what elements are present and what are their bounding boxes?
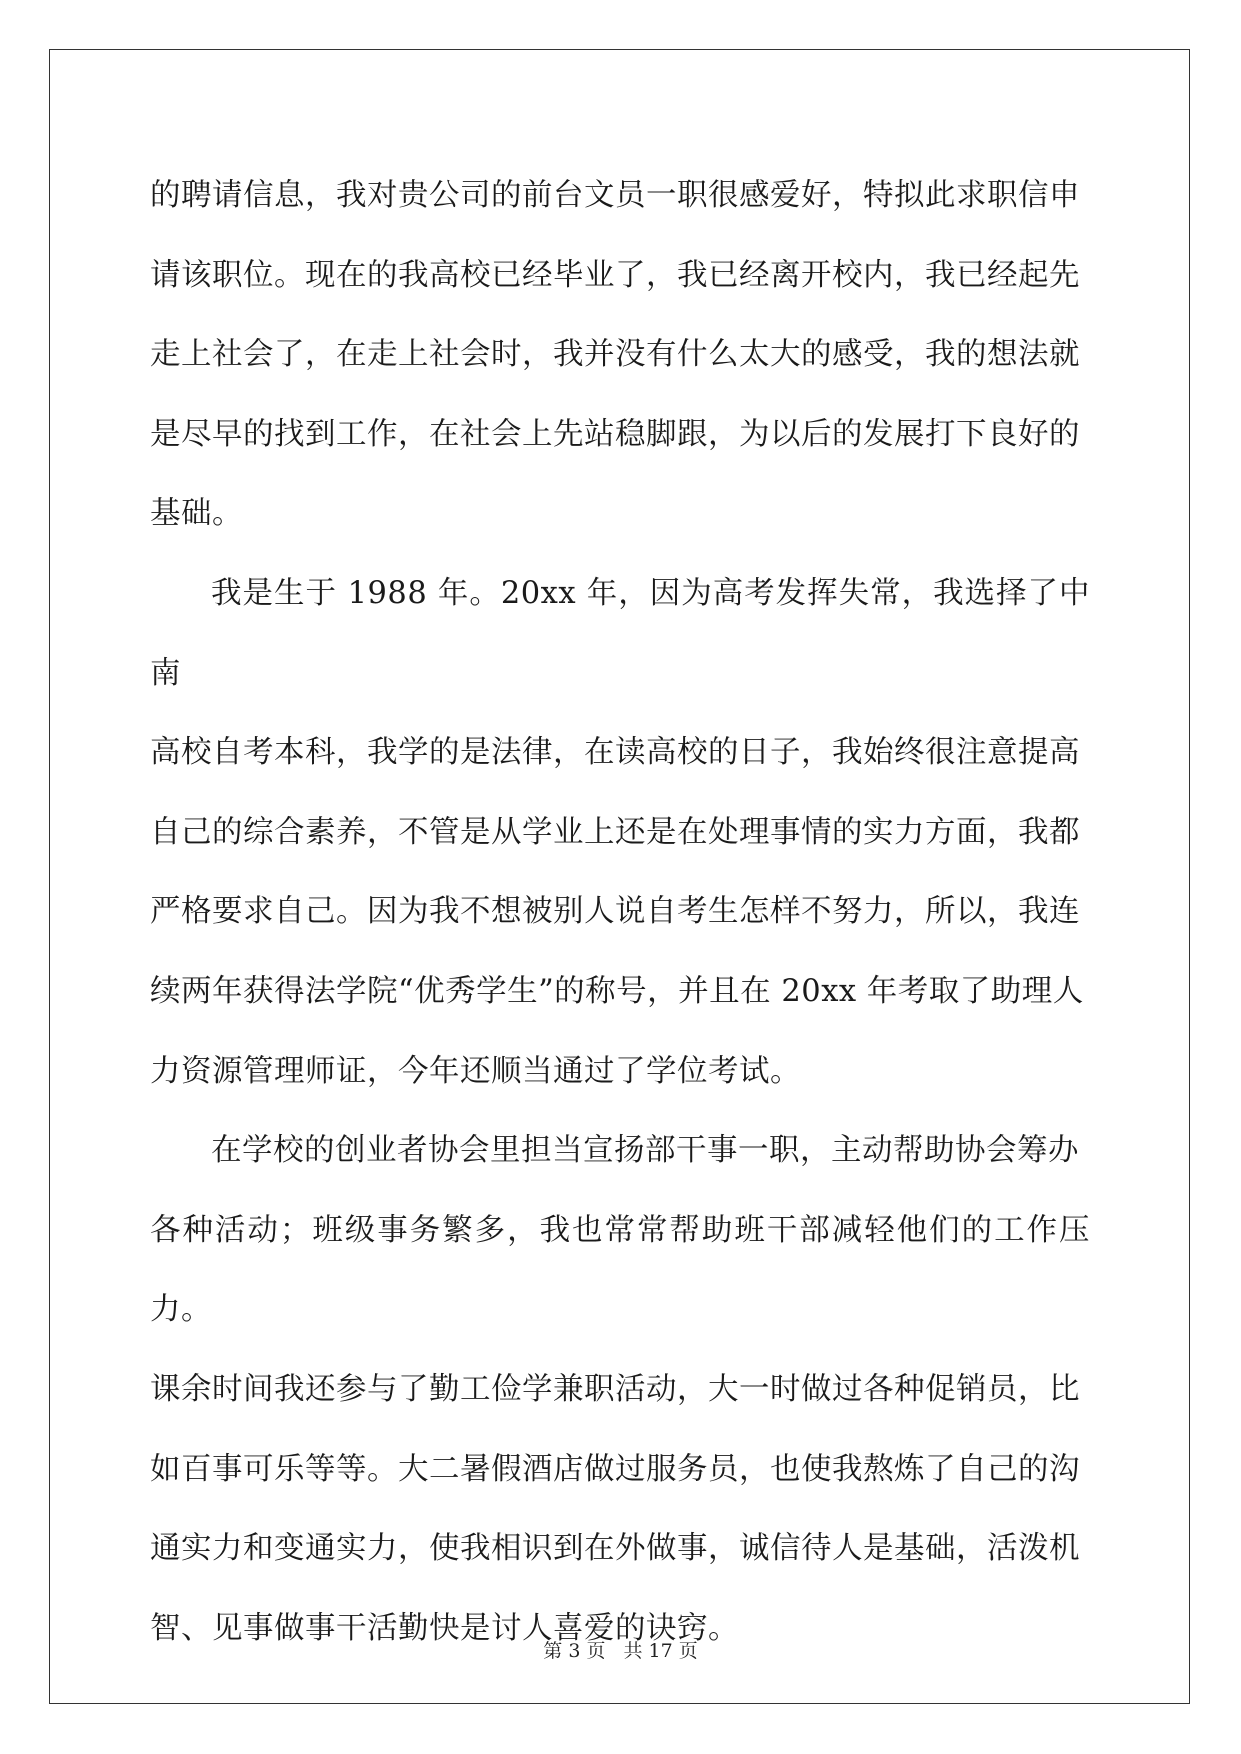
- text-line: 走上社会了，在走上社会时，我并没有什么太大的感受，我的想法就: [150, 337, 1080, 373]
- text-line: 续两年获得法学院“优秀学生”的称号，并且在 20xx 年考取了助理人: [150, 973, 1084, 1009]
- text-line: 是尽早的找到工作，在社会上先站稳脚跟，为以后的发展打下良好的: [150, 416, 1080, 452]
- page-footer: [0, 1636, 1241, 1663]
- text-line: 的聘请信息，我对贵公司的前台文员一职很感爱好，特拟此求职信申: [150, 178, 1080, 213]
- text-line: 高校自考本科，我学的是法律，在读高校的日子，我始终很注意提高: [150, 735, 1080, 771]
- paragraph-1: [150, 156, 1090, 554]
- text-line: 课余时间我还参与了勤工俭学兼职活动，大一时做过各种促销员，比: [150, 1371, 1080, 1407]
- text-line: 请该职位。现在的我高校已经毕业了，我已经离开校内，我已经起先: [150, 257, 1080, 293]
- text-line: 通实力和变通实力，使我相识到在外做事，诚信待人是基础，活泼机: [150, 1531, 1080, 1567]
- text-line: 智、见事做事干活勤快是讨人喜爱的诀窍。: [150, 1610, 739, 1646]
- text-line: 力资源管理师证，今年还顺当通过了学位考试。: [150, 1053, 801, 1089]
- paragraph-3: [150, 1111, 1090, 1668]
- text-line: 我是生于 1988 年。20xx 年，因为高考发挥失常，我选择了中南: [150, 575, 1090, 691]
- text-line: 在学校的创业者协会里担当宣扬部干事一职，主动帮助协会筹办: [211, 1133, 1079, 1169]
- document-body: [150, 156, 1090, 1668]
- page-total: 共 17 页: [623, 1640, 698, 1662]
- text-line: 如百事可乐等等。大二暑假酒店做过服务员，也使我熬炼了自己的沟: [150, 1451, 1080, 1487]
- page-number: 第 3 页: [543, 1640, 606, 1662]
- text-line: 自己的综合素养，不管是从学业上还是在处理事情的实力方面，我都: [150, 814, 1080, 850]
- text-line: 基础。: [150, 496, 243, 532]
- text-line: 严格要求自己。因为我不想被别人说自考生怎样不努力，所以，我连: [150, 894, 1080, 930]
- paragraph-2: [150, 554, 1090, 1111]
- text-line: 各种活动；班级事务繁多，我也常常帮助班干部减轻他们的工作压力。: [150, 1212, 1090, 1328]
